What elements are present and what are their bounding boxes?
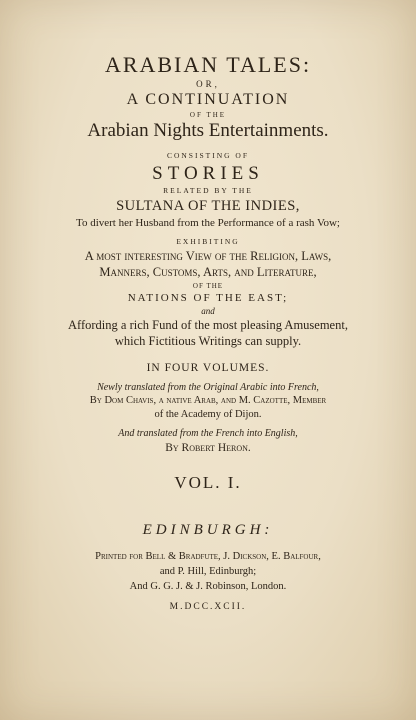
- consisting-of-line: CONSISTING OF: [166, 150, 250, 160]
- printers-line-3: And G. G. J. & J. Robinson, London.: [129, 580, 287, 592]
- fictitious-writings-line: which Fictitious Writings can supply.: [114, 334, 302, 349]
- divert-line: To divert her Husband from the Performance of a rash Vow;: [76, 216, 340, 229]
- academy-line: of the Academy of Dijon.: [154, 409, 262, 421]
- related-by-line: RELATED BY THE: [163, 186, 253, 196]
- of-the-line-2: OF THE: [192, 281, 224, 290]
- arabian-nights-line: Arabian Nights Entertainments.: [87, 120, 329, 142]
- volumes-line: IN FOUR VOLUMES.: [146, 362, 270, 375]
- publication-date: M.DCC.XCII.: [169, 602, 247, 613]
- nations-line: NATIONS OF THE EAST;: [127, 291, 289, 304]
- and-line: and: [201, 306, 215, 317]
- book-title: ARABIAN TALES:: [104, 52, 312, 77]
- volume-number: VOL. I.: [174, 473, 242, 493]
- english-translation-line: And translated from the French into English,: [118, 428, 298, 440]
- heron-line: By Robert Heron.: [165, 441, 251, 454]
- newly-translated-line: Newly translated from the Original Arabic into French,: [97, 381, 319, 393]
- printers-line-1: Printed for Bell & Bradfute, J. Dickson, E. Balfour,: [95, 550, 321, 562]
- manners-line: Manners, Customs, Arts, and Literature,: [99, 265, 317, 280]
- continuation-line: A CONTINUATION: [126, 90, 290, 108]
- affording-line: Affording a rich Fund of the most pleasing Amusement,: [68, 317, 348, 332]
- imprint-city: EDINBURGH:: [142, 521, 274, 538]
- translators-line: By Dom Chavis, a native Arab, and M. Cazotte, Member: [89, 395, 327, 407]
- of-the-line-1: OF THE: [189, 111, 227, 120]
- interesting-view-line: A most interesting View of the Religion, Laws,: [84, 248, 332, 263]
- stories-line: STORIES: [152, 162, 264, 184]
- sultana-line: SULTANA OF THE INDIES,: [116, 198, 300, 215]
- printers-line-2: and P. Hill, Edinburgh;: [159, 565, 257, 577]
- or-line: OR,: [196, 79, 220, 90]
- exhibiting-line: EXHIBITING: [176, 237, 240, 247]
